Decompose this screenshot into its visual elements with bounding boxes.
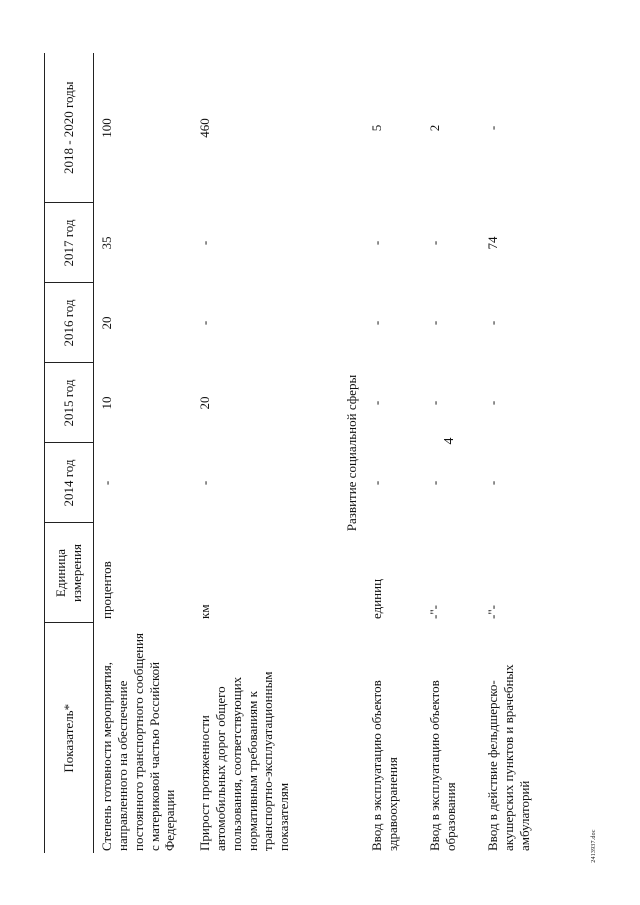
unit-cell: -"- [484, 605, 500, 619]
value-2015: 20 [197, 396, 212, 410]
indicators-table [44, 53, 548, 853]
value-2015: - [368, 400, 384, 406]
value-2016: 20 [99, 316, 114, 330]
indicator-cell: Ввод в действие фельдшерско-акушерских пунктов и врачебных амбулаторий [484, 664, 532, 851]
value-2014: - [197, 480, 212, 486]
indicator-cell: Степень готовности мероприятия, направленного на обеспечение постоянного транспортного сообщения с материковой частью Российской Федерации [99, 632, 178, 851]
section-row [330, 53, 364, 853]
value-2017: - [426, 240, 442, 246]
value-2015: - [426, 400, 442, 406]
value-2016: - [484, 320, 500, 326]
table-row [364, 53, 422, 853]
unit-cell: процентов [99, 561, 114, 619]
table-row [192, 53, 330, 853]
value-2017: 35 [99, 236, 114, 250]
unit-cell: единиц [368, 578, 384, 619]
footer-filename: 2413937.doc [591, 829, 597, 863]
value-2018-2020: 100 [99, 118, 114, 138]
value-2017: - [197, 240, 212, 246]
table-row [480, 53, 548, 853]
unit-cell: км [197, 604, 212, 619]
value-2014: - [368, 480, 384, 486]
header-2018-2020: 2018 - 2020 годы [45, 53, 94, 203]
unit-cell: -"- [426, 605, 442, 619]
value-2014: - [484, 480, 500, 486]
page-number: 4 [442, 437, 457, 445]
header-2016: 2016 год [45, 283, 94, 363]
value-2016: - [197, 320, 212, 326]
value-2017: - [368, 240, 384, 246]
header-2014: 2014 год [45, 443, 94, 523]
header-2015: 2015 год [45, 363, 94, 443]
value-2018-2020: 2 [426, 124, 442, 132]
value-2014: - [99, 480, 114, 486]
value-2016: - [426, 320, 442, 326]
indicator-cell: Ввод в эксплуатацию объектов образования [426, 680, 458, 851]
table-row [422, 53, 480, 853]
header-2017: 2017 год [45, 203, 94, 283]
indicator-cell: Ввод в эксплуатацию объектов здравоохранения [368, 680, 400, 851]
value-2014: - [426, 480, 442, 486]
section-title: Развитие социальной сферы [344, 374, 359, 532]
indicator-cell: Прирост протяженности автомобильных дорог общего пользования, соответствующих нормативным требованиям к транспортно-эксплуатационным показателям [197, 671, 292, 851]
table-row [94, 53, 193, 853]
header-indicator: Показатель* [45, 623, 94, 853]
value-2016: - [368, 320, 384, 326]
value-2018-2020: 5 [368, 124, 384, 132]
table-header-row [45, 53, 94, 853]
value-2015: - [484, 400, 500, 406]
value-2015: 10 [99, 396, 114, 410]
value-2018-2020: - [484, 125, 500, 131]
value-2017: 74 [484, 236, 500, 250]
header-unit: Единица измерения [45, 523, 94, 623]
value-2018-2020: 460 [197, 118, 212, 138]
